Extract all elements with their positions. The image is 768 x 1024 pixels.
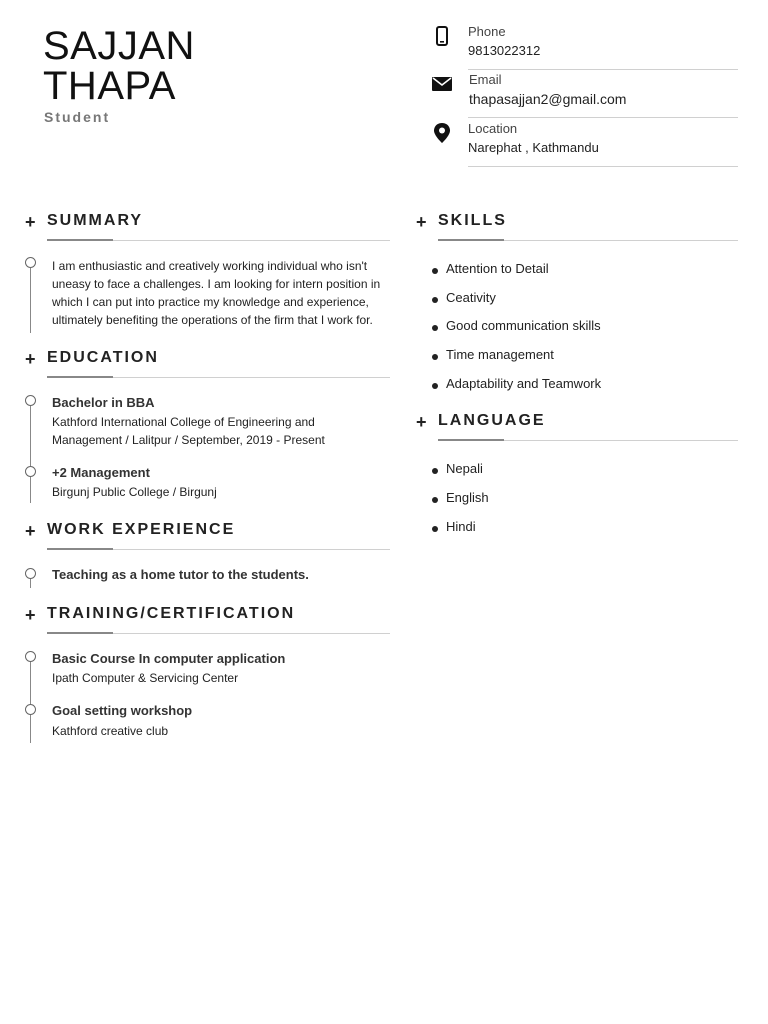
name-first: SAJJAN: [43, 24, 195, 68]
skill-label: Attention to Detail: [446, 261, 549, 276]
skills-title: SKILLS: [438, 212, 507, 229]
language-rule-accent: [438, 439, 504, 441]
skill-label: Adaptability and Teamwork: [446, 376, 602, 391]
skill-label: Ceativity: [446, 290, 496, 305]
training-dot: [25, 704, 36, 715]
summary-timeline: [30, 268, 31, 333]
email-label: Email: [469, 72, 502, 87]
training-rule-accent: [47, 632, 113, 634]
summary-line: ultimately benefiting the operations of the firm that I work for.: [52, 313, 373, 327]
training-item-detail: Kathford creative club: [52, 724, 169, 738]
phone-icon: [432, 26, 452, 46]
summary-line: I am enthusiastic and creatively working individual who isn't: [52, 259, 368, 273]
education-item-title: Bachelor in BBA: [52, 395, 155, 410]
education-heading: [25, 349, 390, 379]
bullet-icon: [432, 497, 438, 503]
location-value: Narephat , Kathmandu: [468, 140, 599, 155]
phone-divider: [468, 69, 738, 70]
summary-heading: [25, 212, 390, 242]
phone-value: 9813022312: [468, 43, 541, 58]
bullet-icon: [432, 325, 438, 331]
education-detail-line: Management / Lalitpur / September, 2019 - Present: [52, 433, 325, 447]
phone-label: Phone: [468, 24, 506, 39]
work-item-title: Teaching as a home tutor to the students.: [52, 567, 309, 582]
bullet-icon: [432, 383, 438, 389]
skills-rule-accent: [438, 239, 504, 241]
summary-text: [52, 257, 380, 329]
work-dot: [25, 568, 36, 579]
bullet-icon: [432, 268, 438, 274]
education-item-detail: Birgunj Public College / Birgunj: [52, 485, 217, 499]
skills-heading: [416, 212, 738, 242]
plus-icon: +: [25, 605, 36, 625]
summary-line: uneasy to face a challenges. I am looking for intern position in: [52, 277, 381, 291]
location-divider: [468, 166, 738, 167]
email-value: thapasajjan2@gmail.com: [469, 91, 627, 107]
work-heading: [25, 521, 390, 551]
email-divider: [468, 117, 738, 118]
work-timeline: [30, 578, 31, 588]
work-rule-accent: [47, 548, 113, 550]
plus-icon: +: [25, 212, 36, 232]
summary-line: which I can put into practice my knowledge and experience,: [52, 295, 369, 309]
job-title: Student: [44, 109, 111, 125]
bullet-icon: [432, 297, 438, 303]
work-title: WORK EXPERIENCE: [47, 521, 236, 538]
skill-label: Good communication skills: [446, 318, 601, 333]
language-title: LANGUAGE: [438, 412, 546, 429]
map-pin-icon: [433, 123, 453, 143]
bullet-icon: [432, 354, 438, 360]
contact-email: [432, 72, 738, 118]
contact-phone: [432, 24, 738, 70]
education-dot: [25, 395, 36, 406]
education-detail-line: Kathford International College of Engineering and: [52, 415, 315, 429]
language-label: Hindi: [446, 519, 476, 534]
summary-dot: [25, 257, 36, 268]
language-label: Nepali: [446, 461, 483, 476]
education-dot: [25, 466, 36, 477]
bullet-icon: [432, 526, 438, 532]
education-item-detail: [52, 413, 325, 449]
plus-icon: +: [25, 349, 36, 369]
language-label: English: [446, 490, 489, 505]
summary-title: SUMMARY: [47, 212, 144, 229]
language-heading: [416, 412, 738, 442]
envelope-icon: [432, 76, 452, 96]
plus-icon: +: [416, 212, 427, 232]
training-dot: [25, 651, 36, 662]
summary-rule-accent: [47, 239, 113, 241]
name-last: THAPA: [43, 64, 176, 108]
resume-name: [43, 26, 195, 106]
training-heading: [25, 605, 390, 635]
education-rule-accent: [47, 376, 113, 378]
education-item-title: +2 Management: [52, 465, 150, 480]
plus-icon: +: [416, 412, 427, 432]
education-title: EDUCATION: [47, 349, 159, 366]
location-label: Location: [468, 121, 518, 136]
training-item-title: Basic Course In computer application: [52, 651, 286, 666]
training-item-detail: Ipath Computer & Servicing Center: [52, 671, 239, 685]
education-timeline: [30, 405, 31, 503]
bullet-icon: [432, 468, 438, 474]
plus-icon: +: [25, 521, 36, 541]
contact-location: [432, 121, 738, 167]
training-item-title: Goal setting workshop: [52, 703, 193, 718]
skill-label: Time management: [446, 347, 554, 362]
training-title: TRAINING/CERTIFICATION: [47, 605, 296, 622]
training-timeline: [30, 661, 31, 743]
